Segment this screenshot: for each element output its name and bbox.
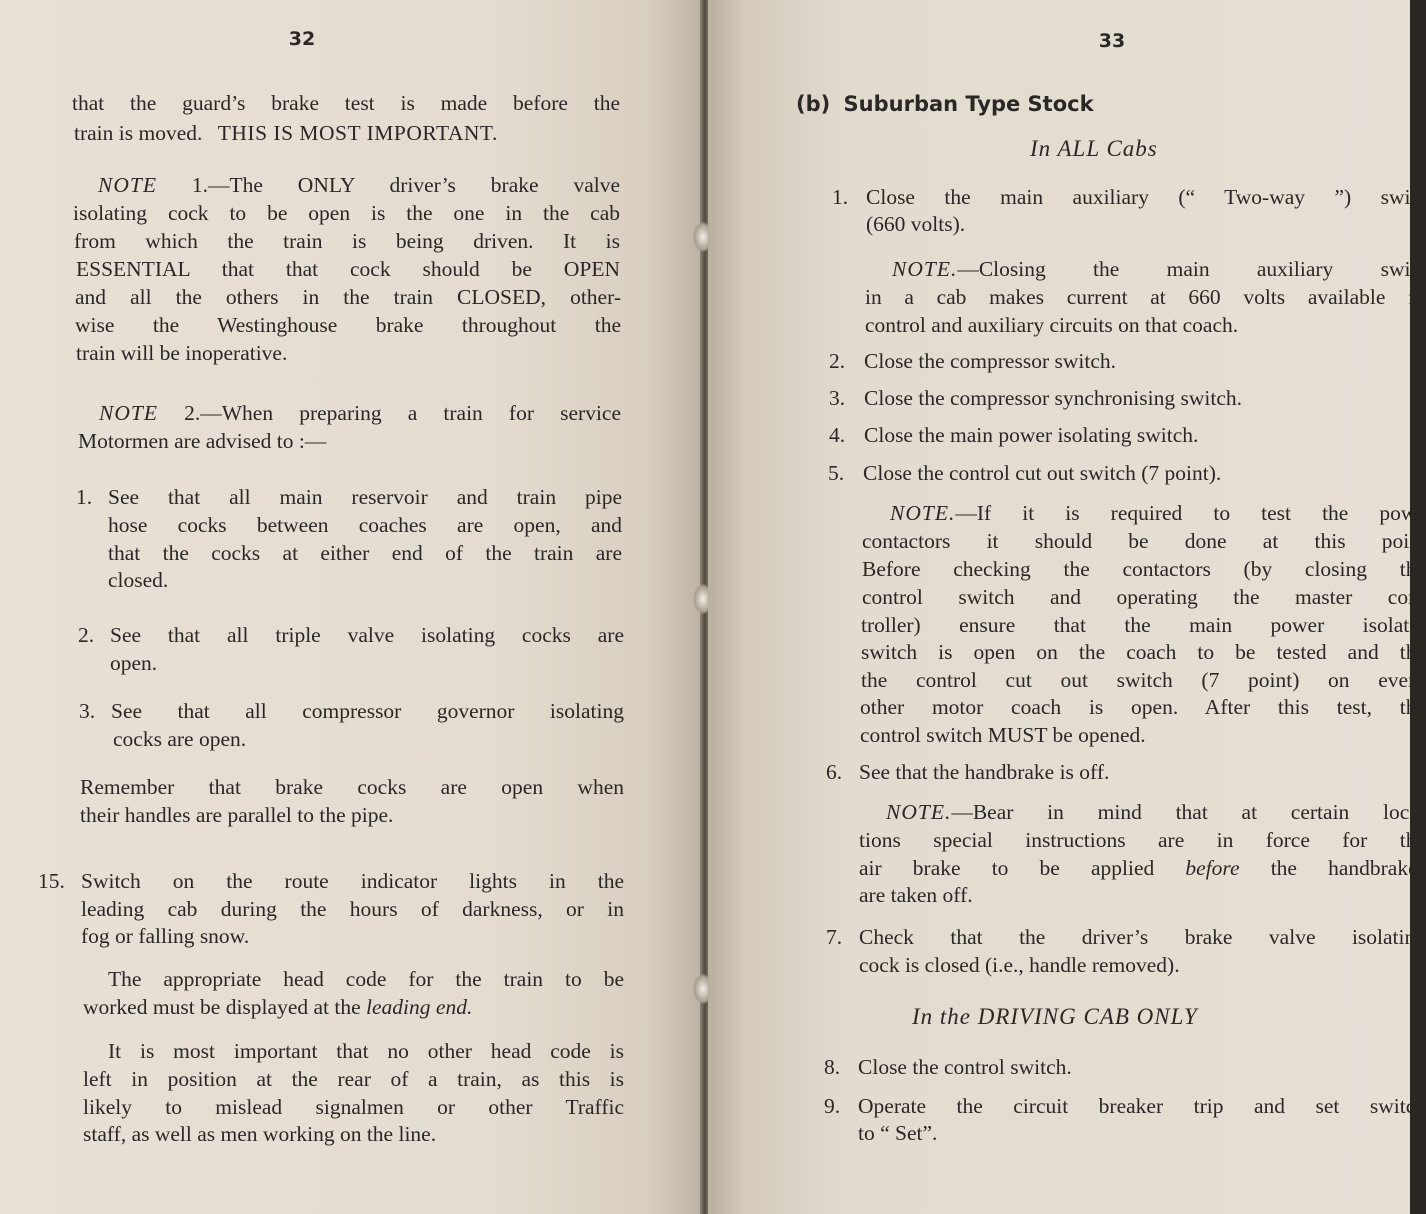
item15-line-3: fog or falling snow.	[81, 924, 250, 948]
advice-2-num: 2.	[78, 623, 95, 647]
important-line-3: likely to mislead signalmen or other Traffic	[83, 1095, 624, 1119]
note1-line-6: wise the Westinghouse brake throughout the	[75, 313, 621, 337]
important-line-4: staff, as well as men working on the line.	[83, 1122, 437, 1146]
item-2-line-1: Close the compressor switch.	[864, 349, 1116, 373]
item-6-line-1: See that the handbrake is off.	[859, 760, 1110, 784]
remember-line-2: their handles are parallel to the pipe.	[80, 803, 394, 827]
section-prefix: (b)	[796, 92, 831, 116]
note-b-label: NOTE.	[890, 501, 956, 525]
advice-1-num: 1.	[76, 485, 93, 509]
item-3-num: 3.	[829, 386, 846, 410]
advice-2-line-2: open.	[110, 651, 158, 675]
head-code-line-2-text: worked must be displayed at the	[83, 995, 361, 1019]
advice-1-line-2: hose cocks between coaches are open, and	[108, 513, 622, 537]
section-title: Suburban Type Stock	[843, 92, 1094, 116]
item-8-line-1: Close the control switch.	[858, 1055, 1072, 1079]
note-c-line-4: are taken off.	[859, 883, 973, 907]
note-b-line-4: control switch and operating the master con-	[862, 585, 1426, 609]
item-4-line-1: Close the main power isolating switch.	[864, 423, 1199, 447]
note-c-line-3-end: the handbrakes	[1270, 856, 1426, 880]
note1-line-3: from which the train is being driven. It is	[74, 229, 620, 253]
note-c-label: NOTE.	[886, 800, 952, 824]
note-b-line-9: control switch MUST be opened.	[860, 723, 1146, 747]
note-b-line-5: troller) ensure that the main power isolatin	[861, 613, 1426, 637]
advice-3-num: 3.	[79, 699, 96, 723]
note1-text: 1.—The ONLY driver’s brake valve	[191, 173, 621, 197]
item-3-line-1: Close the compressor synchronising switch.	[864, 386, 1242, 410]
item-9-line-1: Operate the circuit breaker trip and set switch	[858, 1094, 1426, 1118]
most-important-text: THIS IS MOST IMPORTANT.	[217, 121, 498, 145]
remember-line-1: Remember that brake cocks are open when	[80, 775, 624, 799]
item-7-line-2: cock is closed (i.e., handle removed).	[859, 953, 1180, 977]
note-a-line-1	[892, 256, 1426, 282]
item-1-num: 1.	[832, 185, 849, 209]
advice-2-line-1: See that all triple valve isolating cocks are	[110, 623, 624, 647]
before-text: before	[1185, 856, 1240, 880]
note1-line-2: isolating cock to be open is the one in the cab	[73, 201, 620, 225]
note-a-text: —Closing the main auxiliary switc	[957, 257, 1426, 281]
advice-1-line-3: that the cocks at either end of the train are	[108, 541, 622, 565]
note-a-line-3: control and auxiliary circuits on that coach.	[865, 313, 1239, 337]
note1-line-1	[98, 172, 620, 198]
item-1-line-1: Close the main auxiliary (“ Two-way ”) switc	[866, 185, 1426, 209]
note-c-line-3-text: air brake to be applied	[859, 856, 1155, 880]
important-line-1: It is most important that no other head code is	[108, 1039, 624, 1063]
leading-end-text: leading end.	[366, 995, 473, 1019]
item-9-line-2: to “ Set”.	[858, 1121, 938, 1145]
item-6-num: 6.	[826, 760, 843, 784]
note-b-line-8: other motor coach is open. After this test, the	[860, 695, 1426, 719]
sub-heading-driving-cab: In the DRIVING CAB ONLY	[912, 1004, 1198, 1029]
item-4-num: 4.	[829, 423, 846, 447]
note1-line-7: train will be inoperative.	[76, 341, 288, 365]
note2-label: NOTE	[99, 401, 158, 425]
important-line-2: left in position at the rear of a train, as this is	[83, 1067, 624, 1091]
note-b-text: —If it is required to test the powe	[955, 501, 1426, 525]
note-b-line-3: Before checking the contactors (by closing the	[862, 557, 1426, 581]
head-code-line-1: The appropriate head code for the train to be	[108, 967, 624, 991]
note-b-line-6: switch is open on the coach to be tested and tha	[861, 640, 1426, 664]
note-b-line-1	[890, 500, 1426, 526]
note2-text: 2.—When preparing a train for service	[184, 401, 622, 425]
item-2-num: 2.	[829, 349, 846, 373]
note-b-line-7: the control cut out switch (7 point) on every	[861, 668, 1426, 692]
item15-line-1: Switch on the route indicator lights in the	[81, 869, 624, 893]
item-5-line-1: Close the control cut out switch (7 point).	[863, 461, 1222, 485]
note1-line-4: ESSENTIAL that that cock should be OPEN	[76, 257, 620, 281]
advice-3-line-1: See that all compressor governor isolating	[111, 699, 624, 723]
page-number: 33	[1098, 30, 1126, 52]
left-page	[0, 0, 702, 1214]
note1-line-5: and all the others in the train CLOSED, other-	[75, 285, 621, 309]
note2-line-1	[99, 400, 621, 426]
page-number: 32	[288, 28, 316, 50]
item-8-num: 8.	[824, 1055, 841, 1079]
note1-label: NOTE	[98, 173, 157, 197]
item-5-num: 5.	[828, 461, 845, 485]
intro-line-2	[74, 120, 498, 146]
note-c-text: —Bear in mind that at certain loca-	[951, 800, 1426, 824]
advice-3-line-2: cocks are open.	[113, 727, 247, 751]
note2-line-2: Motormen are advised to :—	[78, 429, 327, 453]
note-c-line-2: tions special instructions are in force for the	[859, 828, 1426, 852]
intro-line-2-text: train is moved.	[74, 121, 203, 145]
note-c-line-1	[886, 799, 1426, 825]
item-7-num: 7.	[826, 925, 843, 949]
note-b-line-2: contactors it should be done at this point	[862, 529, 1426, 553]
advice-1-line-4: closed.	[108, 568, 169, 592]
note-c-line-3	[859, 855, 1426, 881]
item-1-line-2: (660 volts).	[866, 212, 966, 236]
sub-heading-all-cabs: In ALL Cabs	[1030, 136, 1158, 161]
right-page	[708, 0, 1426, 1214]
item15-num: 15.	[38, 869, 65, 893]
advice-1-line-1: See that all main reservoir and train pipe	[108, 485, 622, 509]
head-code-line-2	[83, 994, 472, 1020]
section-heading	[796, 92, 1094, 116]
note-a-label: NOTE.	[892, 257, 958, 281]
intro-line-1: that the guard’s brake test is made before the	[72, 91, 620, 115]
item-9-num: 9.	[824, 1094, 841, 1118]
item-7-line-1: Check that the driver’s brake valve isolating	[859, 925, 1426, 949]
item15-line-2: leading cab during the hours of darkness, or in	[81, 897, 624, 921]
note-a-line-2: in a cab makes current at 660 volts available fo	[865, 285, 1426, 309]
